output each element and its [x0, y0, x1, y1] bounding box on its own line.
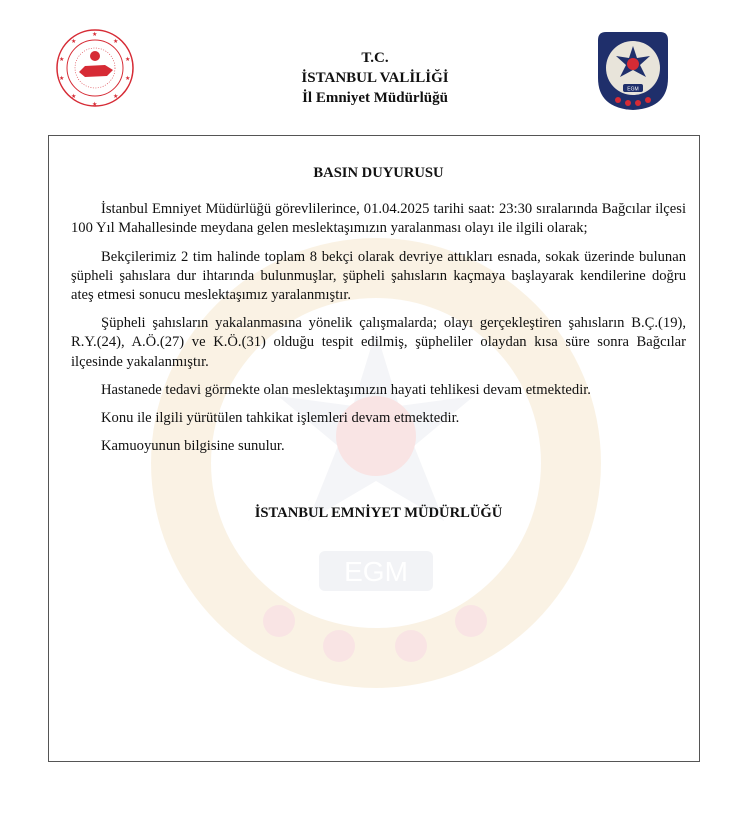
svg-text:★: ★	[59, 76, 65, 82]
svg-text:EGM: EGM	[344, 556, 408, 587]
signature: İSTANBUL EMNİYET MÜDÜRLÜĞÜ	[254, 505, 503, 522]
paragraph: İstanbul Emniyet Müdürlüğü görevlilerince, 01.04.2025 tarihi saat: 23:30 sıralarında Bağcılar ilçesi 100 Yıl Mahallesinde meydana gelen meslektaşımızın yaralanması olayı ile ilgili olarak;	[71, 201, 686, 237]
svg-text:★: ★	[59, 57, 65, 63]
svg-text:★: ★	[113, 39, 119, 45]
paragraph: Konu ile ilgili yürütülen tahkikat işlemleri devam etmektedir.	[101, 410, 460, 427]
header-directorate: İl Emniyet Müdürlüğü	[302, 90, 448, 106]
document-title: BASIN DUYURUSU	[313, 165, 444, 181]
svg-text:★: ★	[113, 94, 119, 100]
svg-text:★: ★	[125, 57, 131, 63]
svg-text:★: ★	[125, 76, 131, 82]
svg-text:★: ★	[92, 102, 98, 108]
paragraph: Şüpheli şahısların yakalanmasına yönelik çalışmalarda; olayı gerçekleştiren şahısların B.Ç.(19), R.Y.(24), A.Ö.(27) ve K.Ö.(31) olduğu tespit edilmiş, şüpheliler olaydan kısa süre sonra Bağcılar ilçesinde yakalanmıştır.	[71, 315, 686, 370]
svg-text:★: ★	[71, 39, 77, 45]
header-tc: T.C.	[361, 50, 389, 66]
svg-text:★: ★	[71, 94, 77, 100]
document-header	[0, 48, 750, 108]
press-release-box	[48, 135, 700, 762]
svg-text:★: ★	[92, 32, 98, 38]
svg-text:EGM: EGM	[627, 86, 639, 93]
header-governorship: İSTANBUL VALİLİĞİ	[301, 70, 449, 86]
paragraph: Kamuoyunun bilgisine sunulur.	[101, 438, 285, 455]
paragraph: Hastanede tedavi görmekte olan meslektaşımızın hayati tehlikesi devam etmektedir.	[101, 381, 591, 398]
paragraph: Bekçilerimiz 2 tim halinde toplam 8 bekçi olarak devriye attıkları esnada, sokak üzerinde bulunan şüpheli şahıslara dur ihtarında bulunmuşlar, şüpheli şahısların kaçmaya başlayarak kendilerine doğru ateş etmesi sonucu meslektaşımız yaralanmıştır.	[71, 248, 686, 304]
